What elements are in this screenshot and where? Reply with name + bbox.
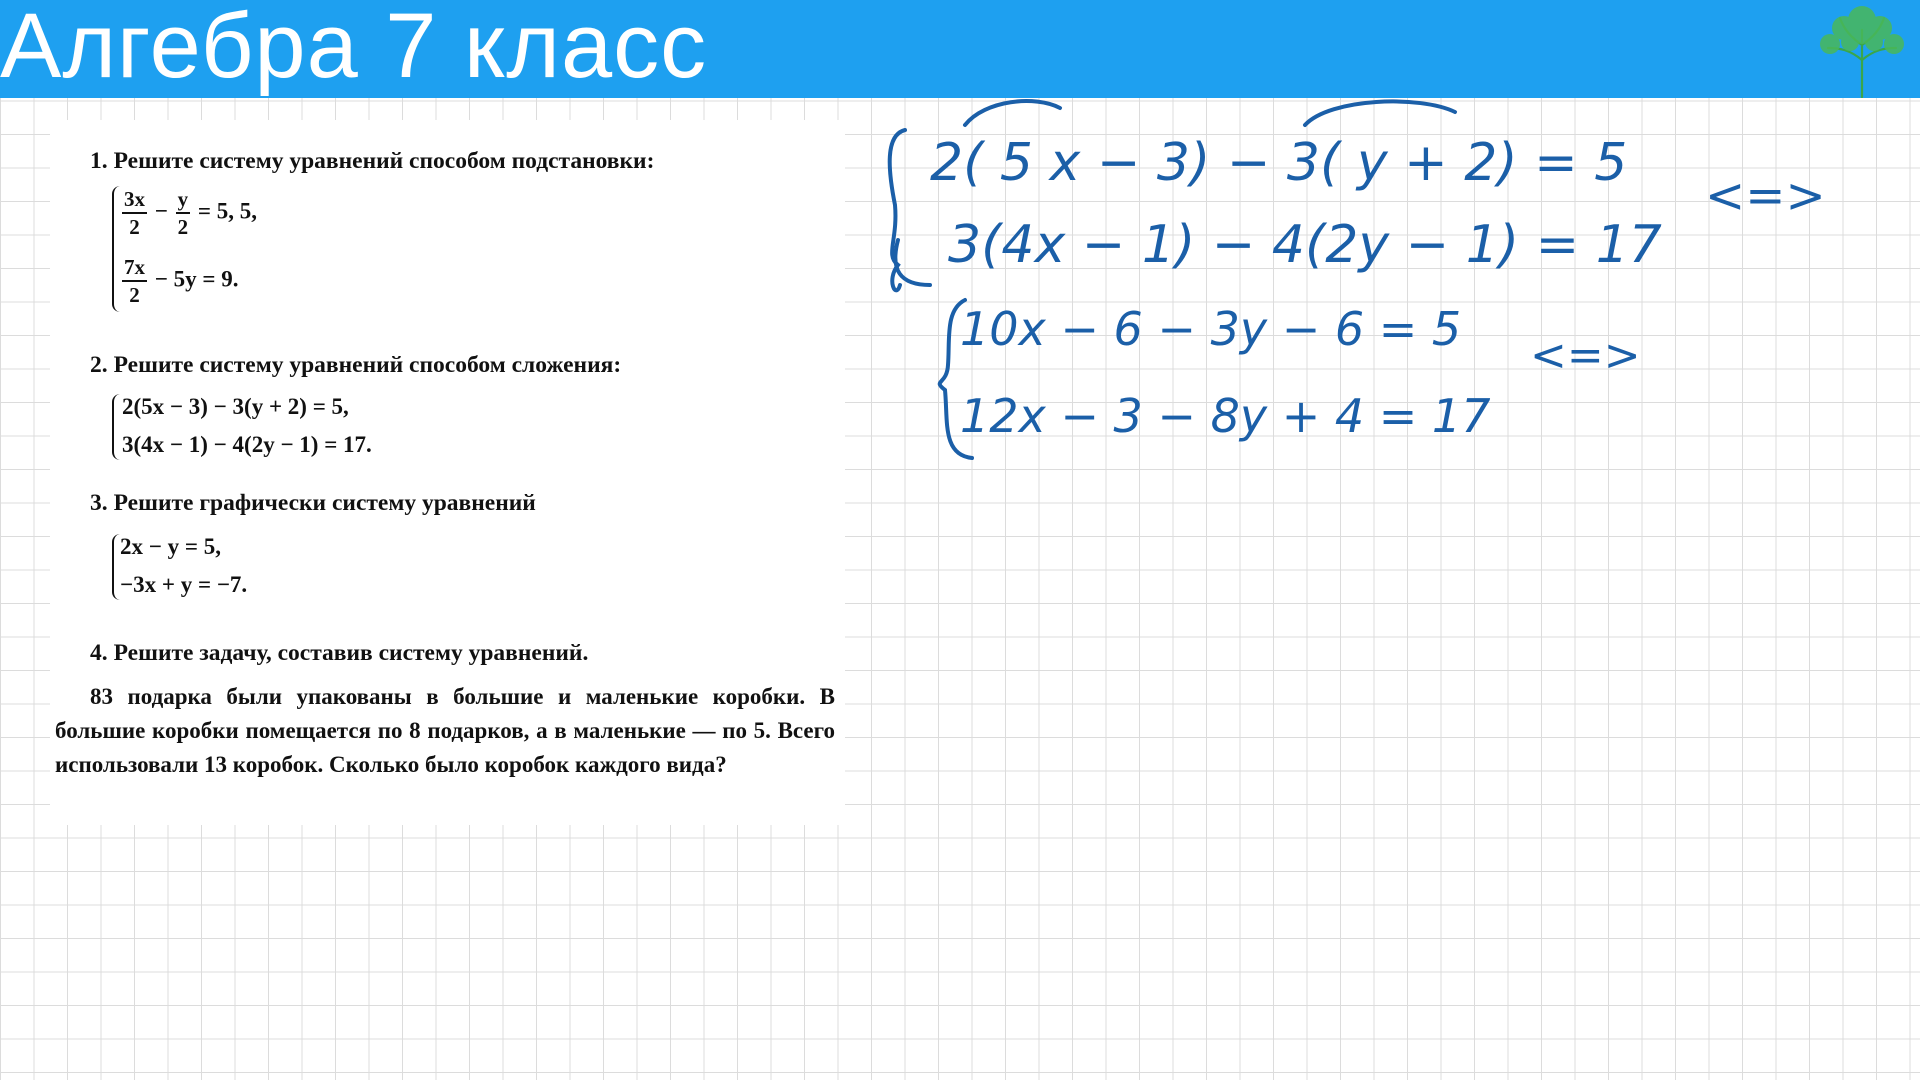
task-1-equation-2: $\frac{7x}{2}$ − 5y = 9. <box>124 255 239 307</box>
task-1-equation-1: $\frac{3x}{2}$ − $\frac{y}{2}$ = 5, 5, <box>124 187 257 239</box>
header-bar <box>0 0 1920 98</box>
task-1-heading: 1. Решите систему уравнений способом подстановки: <box>90 148 655 174</box>
handwritten-brace-1 <box>890 130 905 290</box>
task-2-brace <box>112 394 120 460</box>
task-1-brace <box>112 186 120 312</box>
equivalence-symbol-1: <=> <box>1705 168 1826 224</box>
task-3-heading: 3. Решите графически систему уравнений <box>90 490 536 516</box>
page-title: Алгебра 7 класс <box>0 0 708 97</box>
task-3-equation-1: 2x − y = 5, <box>120 534 221 559</box>
handwritten-brace-1-lower <box>895 240 930 285</box>
task-3-equation-2: −3x + y = −7. <box>120 572 248 597</box>
handwritten-line-2: 3(4x − 1) − 4(2y − 1) = 17 <box>948 215 1662 275</box>
task-4-heading: 4. Решите задачу, составив систему уравнений. <box>90 640 589 666</box>
handwritten-brace-2 <box>940 300 972 458</box>
worksheet <box>50 120 845 825</box>
handwritten-line-1: 2( 5 x − 3) − 3( y + 2) = 5 <box>930 133 1628 193</box>
handwritten-arc-1 <box>965 101 1060 125</box>
equivalence-symbol-2: <=> <box>1530 330 1641 381</box>
tree-logo-icon <box>1800 0 1920 98</box>
task-3-brace <box>112 534 120 600</box>
handwritten-line-3: 10x − 6 − 3y − 6 = 5 <box>960 302 1462 356</box>
task-4-problem-text: 83 подарка были упакованы в большие и маленькие коробки. В большие коробки помещается по 8 подарков, а в маленькие — по 5. Всего использовали 13 коробок. Сколько было коробок каждого вида? <box>55 684 835 777</box>
handwritten-line-4: 12x − 3 − 8y + 4 = 17 <box>960 389 1491 443</box>
task-2-equation-2: 3(4x − 1) − 4(2y − 1) = 17. <box>122 432 372 457</box>
task-2-equation-1: 2(5x − 3) − 3(y + 2) = 5, <box>122 394 349 419</box>
handwritten-arc-2 <box>1305 101 1455 125</box>
task-2-heading: 2. Решите систему уравнений способом сложения: <box>90 352 622 378</box>
